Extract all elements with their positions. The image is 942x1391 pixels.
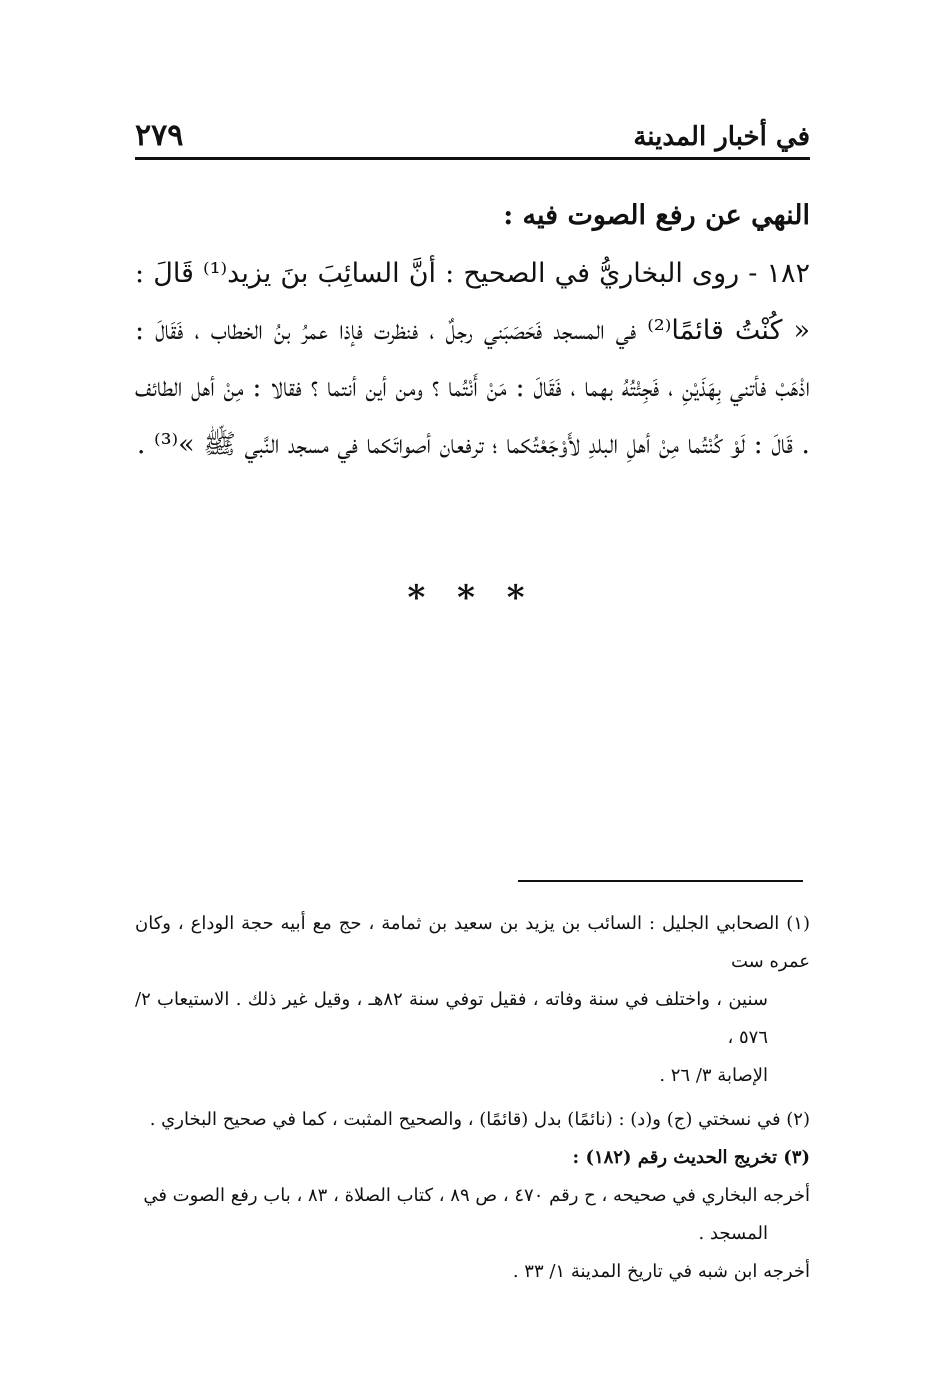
section-heading: النهي عن رفع الصوت فيه : bbox=[503, 200, 810, 231]
footnote-1-line-3: الإصابة ٣/ ٢٦ . bbox=[659, 1065, 768, 1086]
main-text bbox=[135, 195, 810, 473]
hadith-paragraph: ١٨٢ - روى البخاريُّ في الصحيح : أنَّ السائِبَ بنَ يزيد⁽¹⁾ قَالَ : « كُنْتُ قائمًا⁽²⁾ في المسجد فَحَصَبَني رجلٌ ، فنظرت فإذا عمرُ بنُ الخطاب ، فَقَالَ : اذْهَبْ فأتني بِهَذَيْنِ ، فَجِئْتُهُ بهما ، فَقَالَ : مَنْ أَنْتُما ؟ ومن أين أنتما ؟ فقالا : مِنْ أهل الطائف . قَالَ : لَوْ كُنْتُما مِنْ أهلِ البلدِ لأَوْجَعْتُكما ؛ ترفعان أصواتَكما في مسجد النَّبي ﷺ »⁽³⁾ . bbox=[135, 258, 810, 460]
footnote-1-line-2: سنين ، واختلف في سنة وفاته ، فقيل توفي سنة ٨٢هـ ، وقيل غير ذلك . الاستيعاب ٢/ ٥٧٦ ، bbox=[135, 989, 768, 1048]
section-separator: * * * bbox=[407, 578, 535, 618]
page-number: ٢٧٩ bbox=[135, 118, 184, 153]
footnote-2: (٢) في نسختي (ج) و(د) : (نائمًا) بدل (قائمًا) ، والصحيح المثبت ، كما في صحيح البخاري . bbox=[149, 1109, 810, 1130]
footnote-rule bbox=[518, 880, 803, 882]
footnote-3-line-2: المسجد . bbox=[698, 1223, 768, 1244]
footnote-1-line-1: (١) الصحابي الجليل : السائب بن يزيد بن سعيد بن ثمامة ، حج مع أبيه حجة الوداع ، وكان عمره ست bbox=[135, 913, 810, 972]
running-header bbox=[135, 118, 810, 160]
footnote-3-line-3: أخرجه ابن شبه في تاريخ المدينة ١/ ٣٣ . bbox=[512, 1261, 810, 1282]
header-rule bbox=[135, 157, 810, 160]
footnote-3-heading: (٣) تخريج الحديث رقم (١٨٢) : bbox=[572, 1147, 810, 1168]
footnote-3-line-1: أخرجه البخاري في صحيحه ، ح رقم ٤٧٠ ، ص ٨٩ ، كتاب الصلاة ، ٨٣ ، باب رفع الصوت في bbox=[143, 1185, 810, 1206]
footnotes bbox=[135, 905, 810, 1291]
running-title: في أخبار المدينة bbox=[633, 122, 810, 152]
